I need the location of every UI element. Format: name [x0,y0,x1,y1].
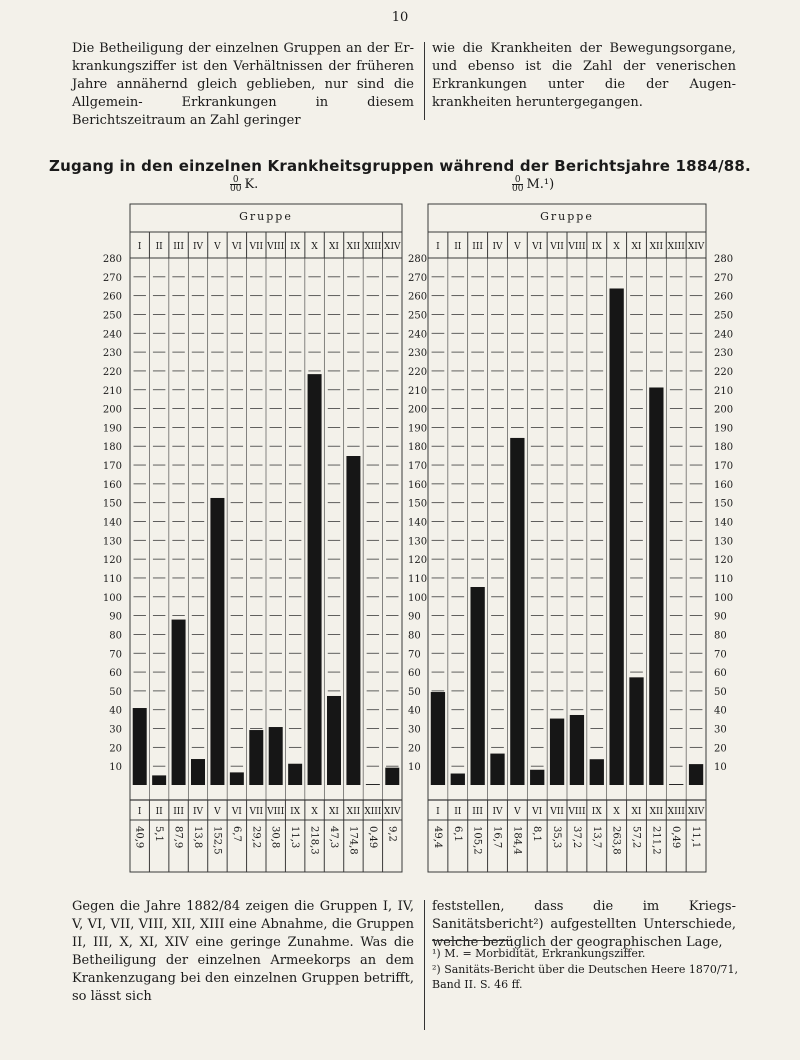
category-label-bottom: VIII [267,807,285,817]
y-tick-label: 220 [714,366,734,378]
y-tick-label: 50 [408,686,421,698]
bar [230,772,244,785]
value-label: 5,1 [153,826,165,842]
category-label-bottom: V [214,807,221,817]
category-label-bottom: II [155,807,163,817]
bar [385,768,399,785]
y-tick-label: 60 [714,668,727,680]
y-tick-label: 200 [714,404,734,416]
y-tick-label: 260 [408,291,428,303]
value-label: 11,3 [289,826,301,849]
y-tick-label: 130 [714,536,734,548]
page-number: 10 [391,10,409,25]
y-tick-label: 40 [109,705,122,717]
category-label-bottom: XIV [384,807,401,817]
y-tick-label: 260 [102,291,122,303]
y-tick-label: 250 [102,310,122,322]
y-tick-label: 160 [408,479,428,491]
outro-text-left: Gegen die Jahre 1882/84 zeigen die Gruppen I, IV, V, VI, VII, VIII, XII, XIII eine Abnahme, die Gruppen II, III, X, XI, XIV eine geringe Zunahme. Was die Betheiligung der einzelnen Armeekorps an dem Krankenzugang bei den einzelnen Gruppen betrifft, so lässt sich [72,899,414,1004]
y-tick-label: 100 [408,592,428,604]
y-tick-label: 210 [714,385,734,397]
y-tick-label: 150 [102,498,122,510]
category-label-top: IV [492,242,503,252]
category-label-bottom: XI [631,807,642,817]
value-label: 40,9 [133,826,145,849]
bar [550,719,564,785]
category-label-top: XII [649,242,664,252]
y-tick-label: 200 [408,404,428,416]
chart-panel-2 [428,204,733,872]
y-tick-label: 120 [408,555,428,567]
bar [366,784,380,785]
y-tick-label: 20 [109,743,122,755]
category-label-bottom: VI [532,807,543,817]
y-tick-label: 110 [714,573,734,585]
value-label: 218,3 [308,826,320,855]
category-label-bottom: X [613,807,620,817]
y-tick-label: 160 [714,479,734,491]
category-label-bottom: I [137,807,142,817]
y-tick-label: 180 [408,442,428,454]
value-label: 184,4 [511,826,523,855]
y-tick-label: 40 [408,705,421,717]
y-tick-label: 250 [714,310,734,322]
bar [609,288,623,785]
category-label-top: VII [550,242,564,252]
y-tick-label: 140 [102,517,122,529]
value-label: 8,1 [531,826,543,842]
y-tick-label: 80 [714,630,727,642]
y-tick-label: 140 [408,517,428,529]
y-tick-label: 80 [408,630,421,642]
category-label-bottom: VI [231,807,242,817]
value-label: 29,2 [250,826,262,849]
y-tick-label: 160 [102,479,122,491]
category-label-top: III [173,242,184,252]
y-tick-label: 170 [102,461,122,473]
y-tick-label: 70 [408,649,421,661]
y-tick-label: 240 [408,329,428,341]
intro-text-right: wie die Krankheiten der Bewegungsorgane, und ebenso ist die Zahl der venerischen Erkrankungen unter die der Augen- krankheiten heruntergegangen. [432,41,736,110]
value-label: 11,1 [690,826,702,849]
y-tick-label: 190 [102,423,122,435]
y-tick-label: 20 [714,743,727,755]
category-label-top: X [311,242,318,252]
category-label-bottom: XIII [667,807,685,817]
y-tick-label: 60 [109,668,122,680]
y-tick-label: 230 [408,348,428,360]
category-label-top: I [436,242,440,252]
y-tick-label: 130 [102,536,122,548]
bar [191,759,205,785]
bar [269,727,283,785]
category-label-bottom: VII [550,807,564,817]
bar [689,764,703,785]
category-label-top: V [514,242,521,252]
y-tick-label: 270 [714,272,734,284]
chart-heading: Zugang in den einzelnen Krankheitsgruppen während der Berichtsjahre 1884/88. [49,157,751,175]
y-tick-label: 130 [408,536,428,548]
bar [327,696,341,785]
category-label-bottom: I [436,807,440,817]
category-label-bottom: III [472,807,483,817]
category-label-bottom: X [311,807,318,817]
y-tick-label: 270 [408,272,428,284]
y-tick-label: 150 [408,498,428,510]
category-label-top: II [155,242,163,252]
bar [210,498,224,785]
category-label-top: VIII [267,242,285,252]
y-tick-label: 260 [714,291,734,303]
value-label: 0,49 [670,826,682,849]
category-label-top: XIV [687,242,705,252]
y-tick-label: 280 [408,254,428,265]
y-tick-label: 50 [109,686,122,698]
y-tick-label: 100 [102,592,122,604]
category-label-top: VI [231,242,242,252]
y-tick-label: 170 [408,461,428,473]
bar [530,770,544,785]
category-label-top: VI [532,242,543,252]
value-label: 13,7 [590,826,602,849]
category-label-bottom: VII [249,807,264,817]
category-label-top: X [613,242,620,252]
category-label-top: II [454,242,462,252]
y-tick-label: 10 [109,762,122,774]
category-label-top: XII [346,242,361,252]
footnote-separator [432,940,512,941]
value-label: 16,7 [491,826,503,849]
category-label-bottom: XIV [687,807,705,817]
bar [570,715,584,785]
y-tick-label: 270 [102,272,122,284]
y-tick-label: 110 [102,573,122,585]
permille-fraction: $\frac{0}{00}$ [230,175,242,194]
y-tick-label: 230 [714,348,734,360]
y-tick-label: 10 [408,762,421,774]
y-tick-label: 70 [714,649,727,661]
y-tick-label: 210 [408,385,428,397]
value-label: 49,4 [431,826,443,849]
y-tick-label: 30 [714,724,727,736]
category-label-bottom: III [173,807,184,817]
y-tick-label: 100 [714,592,734,604]
bar [649,387,663,785]
y-tick-label: 10 [714,762,727,774]
category-label-top: IV [192,242,204,252]
category-label-top: I [137,242,142,252]
category-label-top: IX [290,242,301,252]
outro-text-right: feststellen, dass die im Kriegs-Sanitätsbericht²) aufgestellten Unterschiede, welche bezüglich der geographischen Lage, [432,899,736,950]
bar [451,774,465,785]
y-tick-label: 220 [102,366,122,378]
column-divider-bottom [424,900,425,1030]
category-label-top: XIII [667,242,685,252]
y-tick-label: 190 [408,423,428,435]
bar [288,764,302,785]
bar [490,754,504,785]
y-tick-label: 280 [714,254,734,265]
category-label-top: V [214,242,221,252]
category-label-bottom: VIII [568,807,586,817]
bar [669,784,683,785]
value-label: 30,8 [269,826,281,849]
footnote-2: ²) Sanitäts-Bericht über die Deutschen Heere 1870/71, Band II. S. 46 ff. [432,963,739,991]
y-tick-label: 170 [714,461,734,473]
y-tick-label: 200 [102,404,122,416]
category-label-bottom: IX [290,807,301,817]
value-label: 0,49 [366,826,378,849]
y-tick-label: 230 [102,348,122,360]
y-tick-label: 120 [102,555,122,567]
category-label-bottom: IV [492,807,503,817]
category-label-top: VII [249,242,264,252]
y-tick-label: 120 [714,555,734,567]
y-tick-label: 210 [102,385,122,397]
group-header: Gruppe [540,210,594,223]
y-tick-label: 20 [408,743,421,755]
bar [470,587,484,785]
y-tick-label: 70 [109,649,122,661]
y-tick-label: 240 [714,329,734,341]
category-label-bottom: XIII [364,807,382,817]
y-tick-label: 90 [714,611,727,623]
category-label-top: VIII [568,242,586,252]
y-tick-label: 190 [714,423,734,435]
category-label-bottom: V [514,807,521,817]
category-label-bottom: XI [329,807,339,817]
bar [510,438,524,785]
category-label-top: IX [591,242,602,252]
category-label-bottom: XII [346,807,361,817]
y-tick-label: 180 [714,442,734,454]
value-label: 174,8 [347,826,359,855]
y-tick-label: 30 [109,724,122,736]
y-tick-label: 80 [109,630,122,642]
y-tick-label: 40 [714,705,727,717]
value-label: 35,3 [551,826,563,849]
category-label-bottom: IX [591,807,602,817]
bar [629,677,643,785]
category-label-bottom: II [454,807,462,817]
category-label-top: XI [631,242,642,252]
value-label: 6,1 [451,826,463,842]
y-tick-label: 30 [408,724,421,736]
y-tick-label: 90 [408,611,421,623]
value-label: 152,5 [211,826,223,855]
category-label-bottom: XII [649,807,664,817]
y-tick-label: 90 [109,611,122,623]
value-label: 105,2 [471,826,483,855]
permille-fraction: $\frac{0}{00}$ [512,175,524,194]
category-label-bottom: IV [192,807,204,817]
value-label: 37,2 [570,826,582,849]
bar [152,775,166,785]
value-label: 263,8 [610,826,622,855]
intro-text-left: Die Betheiligung der einzelnen Gruppen an der Er- krankungsziffer ist den Verhältnissen der früheren Jahre annähernd gleich geblieben, nur sind die Allgemein- Erkrankungen in diesem Berichtszeitraum an Zahl geringer [72,41,414,128]
category-label-top: III [472,242,483,252]
chart-panel-1 [103,204,427,872]
bar [308,374,322,785]
unit-label-left: $\frac{0}{00}$ K. [230,175,259,194]
value-label: 57,2 [630,826,642,849]
y-tick-label: 280 [102,254,122,265]
bar [249,730,263,785]
category-label-top: XIII [364,242,382,252]
y-tick-label: 180 [102,442,122,454]
y-tick-label: 240 [102,329,122,341]
value-label: 211,2 [650,826,662,855]
bar [431,692,445,785]
y-tick-label: 250 [408,310,428,322]
value-label: 9,2 [386,826,398,842]
y-tick-label: 60 [408,668,421,680]
value-label: 47,3 [328,826,339,849]
footnote-1: ¹) M. = Morbidität, Erkrankungsziffer. [432,947,646,960]
value-label: 87,9 [172,826,184,849]
value-label: 13,8 [192,826,203,849]
category-label-top: XI [329,242,339,252]
category-label-top: XIV [384,242,401,252]
y-tick-label: 110 [408,573,428,585]
y-tick-label: 50 [714,686,727,698]
y-tick-label: 220 [408,366,428,378]
unit-label-right: $\frac{0}{00}$ M.¹) [512,175,555,194]
group-header: Gruppe [239,210,293,223]
y-tick-label: 140 [714,517,734,529]
y-tick-label: 150 [714,498,734,510]
bar [133,708,147,785]
bar [590,759,604,785]
bar [346,456,360,785]
value-label: 6,7 [230,826,242,842]
bar [172,620,186,785]
